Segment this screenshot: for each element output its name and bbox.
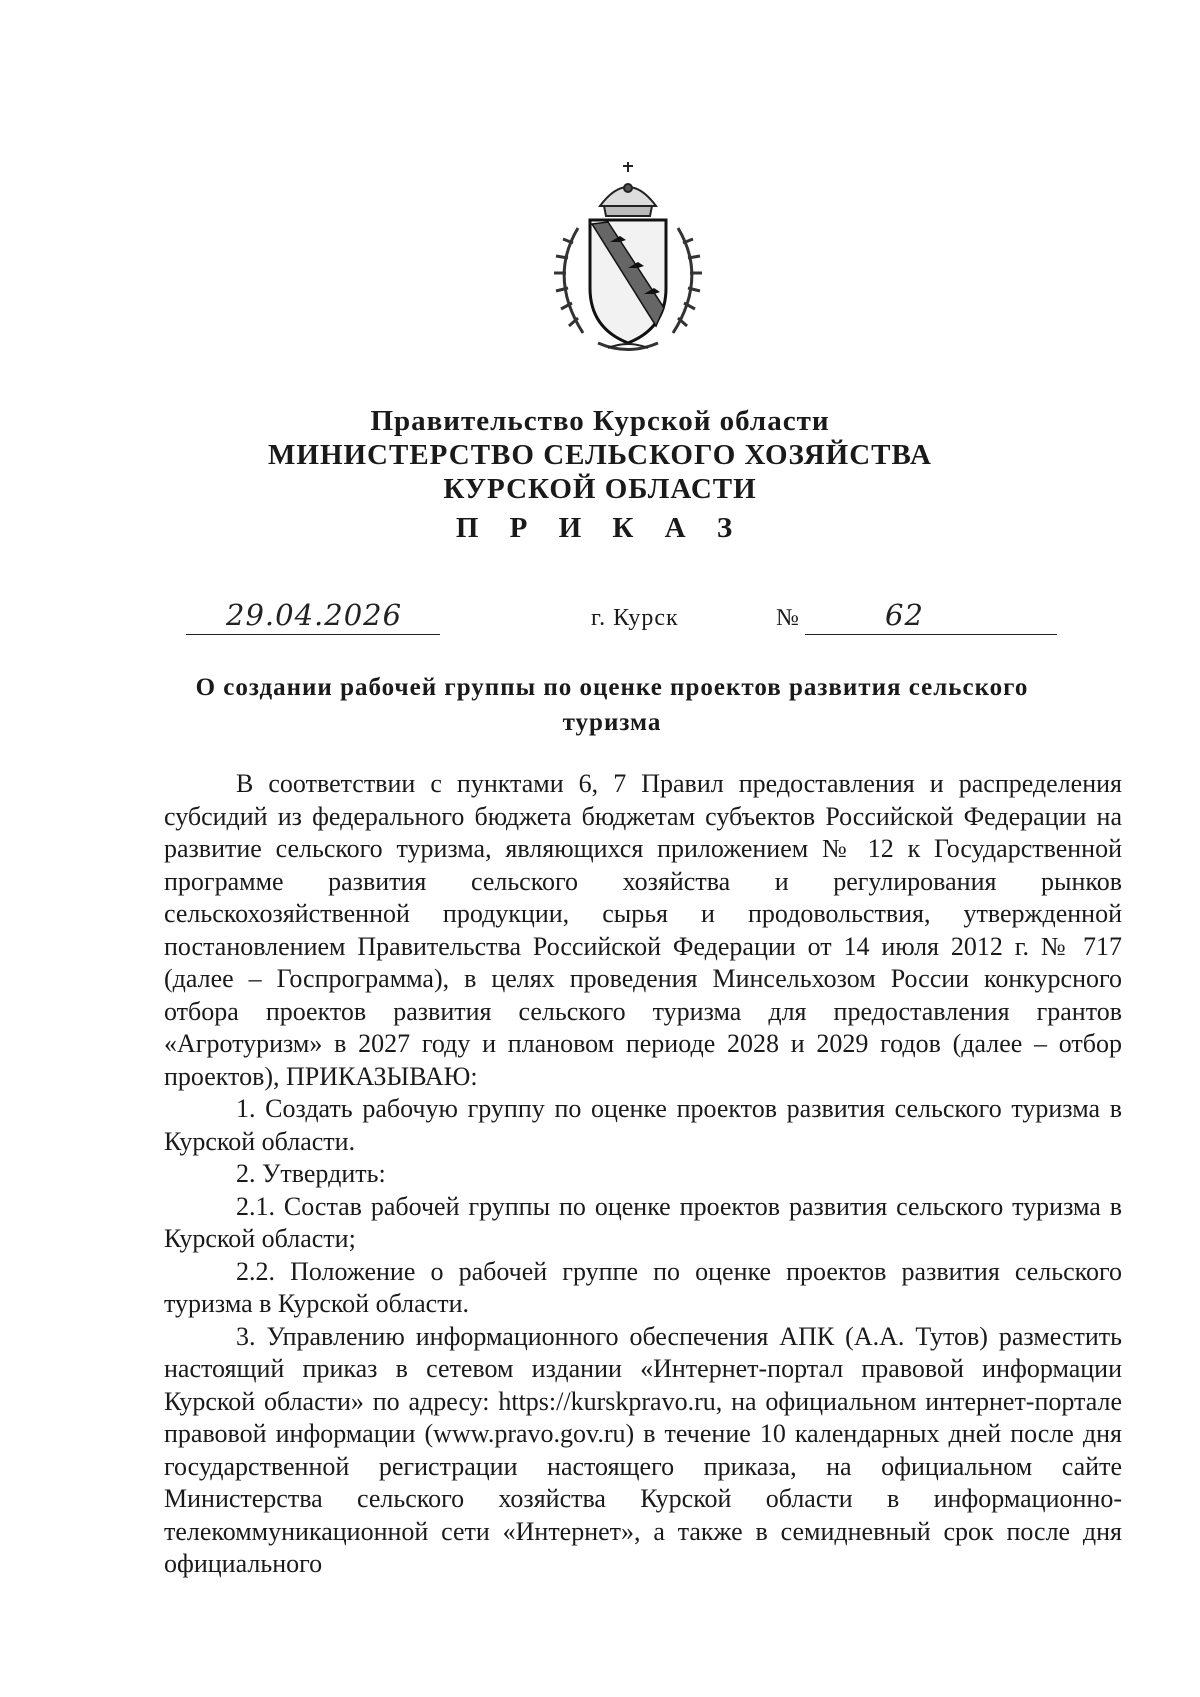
handwritten-number: 62 (885, 598, 924, 632)
ministry-name: МИНИСТЕРСТВО СЕЛЬСКОГО ХОЗЯЙСТВА (268, 439, 932, 471)
document-title: О создании рабочей группы по оценке проектов развития сельского туризма (195, 674, 1029, 736)
city-label: г. Курск (591, 605, 679, 631)
clause-2-1: 2.1. Состав рабочей группы по оценке проектов развития сельского туризма в Курской области; (164, 1191, 1122, 1253)
date-field (186, 598, 440, 635)
clause-2: 2. Утвердить: (236, 1159, 386, 1188)
handwritten-date: 29.04.2026 (226, 598, 403, 632)
government-name: Правительство Курской области (370, 405, 830, 437)
clause-3: 3. Управлению информационного обеспечения АПК (А.А. Тутов) разместить настоящий приказ в сетевом издании «Интернет-портал правовой информации Курской области» по адресу: https://kurskpravo.ru, на официальном интернет-портале правовой информации (www.pravo.gov.ru) в течение 10 календарных дней после дня государственной регистрации настоящего приказа, на официальном сайте Министерства сельского хозяйства Курской области в информационно-телекоммуникационной сети «Интернет», а также в семидневный срок после дня официального (164, 1321, 1122, 1578)
number-label: № (776, 605, 799, 631)
document-body (164, 768, 1122, 1581)
document-header (0, 404, 1200, 546)
kursk-coat-of-arms-icon (538, 158, 718, 358)
preamble-paragraph: В соответствии с пунктами 6, 7 Правил предоставления и распределения субсидий из федерального бюджета бюджетам субъектов Российской Федерации на развитие сельского туризма, являющихся приложением № 12 к Государственной программе развития сельского хозяйства и регулирования рынков сельскохозяйственной продукции, сырья и продовольствия, утвержденной постановлением Правительства Российской Федерации от 14 июля 2012 г. № 717 (далее – Госпрограмма), в целях проведения Минсельхозом России конкурсного отбора проектов развития сельского туризма для предоставления грантов «Агротуризм» в 2027 году и плановом периоде 2028 и 2029 годов (далее – отбор проектов), ПРИКАЗЫВАЮ: (164, 769, 1122, 1091)
region-name: КУРСКОЙ ОБЛАСТИ (443, 473, 757, 505)
number-field (805, 598, 1057, 635)
document-type: П Р И К А З (455, 512, 745, 544)
clause-2-2: 2.2. Положение о рабочей группе по оценке проектов развития сельского туризма в Курской области. (164, 1256, 1122, 1318)
clause-1: 1. Создать рабочую группу по оценке проектов развития сельского туризма в Курской области. (164, 1094, 1122, 1156)
